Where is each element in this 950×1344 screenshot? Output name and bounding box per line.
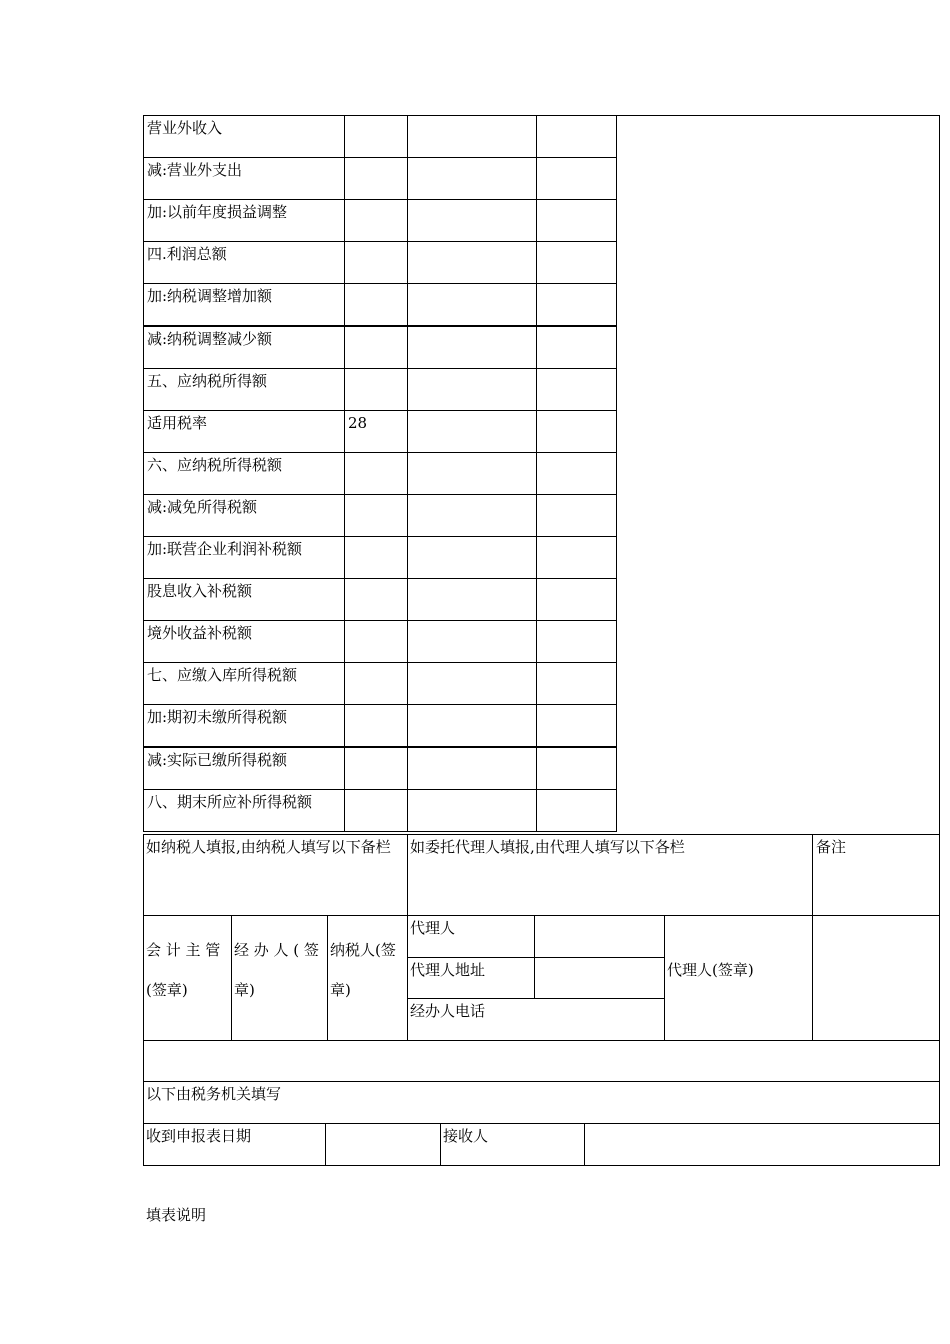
agent-label: 代理人: [410, 919, 456, 937]
row-empty-cell: [407, 747, 537, 790]
handler-phone-label: 经办人电话: [410, 1002, 486, 1020]
row-label: 减:营业外支出: [143, 157, 345, 200]
row-empty-cell: [407, 283, 537, 326]
right-border-upper: [939, 115, 940, 835]
taxpayer-header: 如纳税人填报,由纳税人填写以下备栏: [146, 838, 391, 856]
row-empty-cell: [536, 410, 617, 453]
row-value: [344, 662, 408, 705]
decl-divider-2: [812, 834, 813, 1041]
row-empty-cell: [407, 241, 537, 284]
row-empty-cell: [536, 241, 617, 284]
row-value: 28: [344, 410, 408, 453]
row-empty-cell: [536, 199, 617, 242]
row-label: 加:联营企业利润补税额: [143, 536, 345, 579]
row-label: 加:期初未缴所得税额: [143, 704, 345, 747]
row-empty-cell: [407, 410, 537, 453]
row-value: [344, 578, 408, 621]
row-value: [344, 620, 408, 663]
received-date-label: 收到申报表日期: [146, 1127, 252, 1145]
row-empty-cell: [407, 494, 537, 537]
row-empty-cell: [407, 704, 537, 747]
sig-divider-4: [664, 915, 665, 1041]
sig-divider-1: [231, 915, 232, 1041]
handler: 经 办 人 ( 签 章): [234, 941, 319, 999]
row-label: 股息收入补税额: [143, 578, 345, 621]
row-label: 减:减免所得税额: [143, 494, 345, 537]
sig-bottom-line: [143, 1040, 940, 1041]
row-empty-cell: [536, 789, 617, 832]
row-label: 境外收益补税额: [143, 620, 345, 663]
row-empty-cell: [407, 789, 537, 832]
agent-sign: 代理人(签章): [667, 961, 754, 979]
instructions-title: 填表说明: [146, 1206, 207, 1224]
accounting-supervisor: 会 计 主 管 (签章): [146, 941, 221, 999]
receipt-divider-1: [325, 1123, 326, 1166]
row-empty-cell: [536, 494, 617, 537]
form-bottom-line: [143, 1165, 940, 1166]
row-value: [344, 368, 408, 411]
row-empty-cell: [407, 536, 537, 579]
receipt-divider-3: [584, 1123, 585, 1166]
agent-row-line-2: [407, 998, 665, 999]
row-empty-cell: [536, 662, 617, 705]
row-label: 六、应纳税所得税额: [143, 452, 345, 495]
row-empty-cell: [536, 368, 617, 411]
row-empty-cell: [407, 199, 537, 242]
row-value: [344, 115, 408, 158]
row-empty-cell: [536, 115, 617, 158]
row-empty-cell: [407, 620, 537, 663]
row-label: 五、应纳税所得额: [143, 368, 345, 411]
row-label: 加:以前年度损益调整: [143, 199, 345, 242]
row-empty-cell: [536, 747, 617, 790]
row-empty-cell: [536, 452, 617, 495]
taxpayer-sign: 纳税人(签章): [330, 941, 396, 999]
row-empty-cell: [407, 452, 537, 495]
receipt-divider-2: [440, 1123, 441, 1166]
row-label: 八、期末所应补所得税额: [143, 789, 345, 832]
row-empty-cell: [536, 704, 617, 747]
row-empty-cell: [536, 536, 617, 579]
top-border-right: [616, 115, 940, 116]
row-label: 减:纳税调整减少额: [143, 326, 345, 369]
row-value: [344, 283, 408, 326]
row-value: [344, 199, 408, 242]
decl-right-line: [939, 834, 940, 1166]
row-empty-cell: [407, 368, 537, 411]
blank-row-bottom: [143, 1081, 940, 1082]
sig-divider-2: [327, 915, 328, 1041]
receiver-label: 接收人: [443, 1127, 489, 1145]
tax-office-section-label: 以下由税务机关填写: [146, 1085, 282, 1103]
row-value: [344, 452, 408, 495]
row-empty-cell: [536, 620, 617, 663]
row-value: [344, 704, 408, 747]
row-empty-cell: [407, 578, 537, 621]
agent-header: 如委托代理人填报,由代理人填写以下各栏: [410, 838, 685, 856]
decl-left-line: [143, 834, 144, 1166]
agent-row-line-1: [407, 957, 665, 958]
row-empty-cell: [407, 115, 537, 158]
row-empty-cell: [536, 283, 617, 326]
row-empty-cell: [536, 157, 617, 200]
row-value: [344, 747, 408, 790]
row-label: 营业外收入: [143, 115, 345, 158]
tax-office-line: [143, 1123, 940, 1124]
agent-address-label: 代理人地址: [410, 961, 486, 979]
remarks-header: 备注: [816, 838, 847, 856]
row-label: 四.利润总额: [143, 241, 345, 284]
row-label: 适用税率: [143, 410, 345, 453]
decl-mid-line: [143, 915, 940, 916]
row-label: 七、应缴入库所得税额: [143, 662, 345, 705]
row-empty-cell: [536, 578, 617, 621]
row-value: [344, 789, 408, 832]
row-value: [344, 326, 408, 369]
row-value: [344, 157, 408, 200]
row-empty-cell: [536, 326, 617, 369]
row-empty-cell: [407, 326, 537, 369]
row-value: [344, 241, 408, 284]
row-value: [344, 536, 408, 579]
row-empty-cell: [407, 662, 537, 705]
row-label: 减:实际已缴所得税额: [143, 747, 345, 790]
row-label: 加:纳税调整增加额: [143, 283, 345, 326]
row-empty-cell: [407, 157, 537, 200]
row-value: [344, 494, 408, 537]
